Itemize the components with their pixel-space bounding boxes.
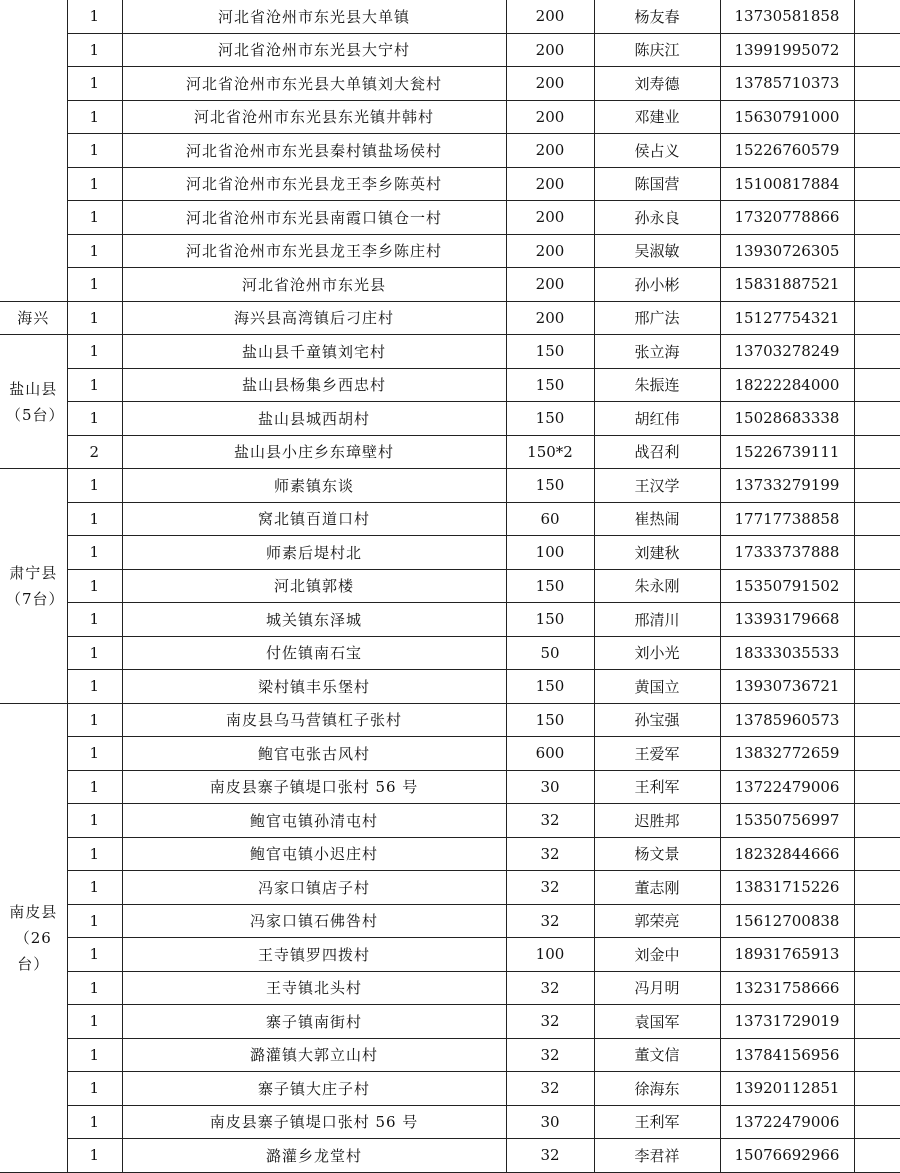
phone-cell: 13231758666 bbox=[720, 971, 854, 1005]
quantity-cell: 1 bbox=[67, 100, 122, 134]
address-cell: 河北省沧州市东光县南霞口镇仓一村 bbox=[122, 201, 506, 235]
remarks-cell bbox=[854, 737, 900, 771]
contact-name-cell: 邢清川 bbox=[594, 603, 720, 637]
quantity-cell: 1 bbox=[67, 603, 122, 637]
phone-cell: 17717738858 bbox=[720, 502, 854, 536]
address-cell: 河北省沧州市东光县大宁村 bbox=[122, 33, 506, 67]
quantity-cell: 1 bbox=[67, 33, 122, 67]
contact-name-cell: 袁国军 bbox=[594, 1005, 720, 1039]
contact-name-cell: 刘寿德 bbox=[594, 67, 720, 101]
remarks-cell bbox=[854, 938, 900, 972]
capacity-cell: 32 bbox=[506, 804, 594, 838]
table-row bbox=[0, 301, 900, 335]
table-row bbox=[0, 971, 900, 1005]
capacity-cell: 150 bbox=[506, 603, 594, 637]
phone-cell: 13722479006 bbox=[720, 770, 854, 804]
phone-cell: 13722479006 bbox=[720, 1105, 854, 1139]
remarks-cell bbox=[854, 1072, 900, 1106]
table-row bbox=[0, 1105, 900, 1139]
quantity-cell: 1 bbox=[67, 201, 122, 235]
quantity-cell: 1 bbox=[67, 737, 122, 771]
table-row bbox=[0, 871, 900, 905]
contact-name-cell: 黄国立 bbox=[594, 670, 720, 704]
address-cell: 河北省沧州市东光县秦村镇盐场侯村 bbox=[122, 134, 506, 168]
capacity-cell: 200 bbox=[506, 33, 594, 67]
contact-name-cell: 朱振连 bbox=[594, 368, 720, 402]
region-cell: 肃宁县（7台） bbox=[0, 469, 67, 704]
quantity-cell: 1 bbox=[67, 1038, 122, 1072]
contact-name-cell: 刘建秋 bbox=[594, 536, 720, 570]
remarks-cell bbox=[854, 703, 900, 737]
capacity-cell: 32 bbox=[506, 1139, 594, 1173]
capacity-cell: 150 bbox=[506, 703, 594, 737]
phone-cell: 15226760579 bbox=[720, 134, 854, 168]
address-cell: 鲍官屯镇孙清屯村 bbox=[122, 804, 506, 838]
table-row bbox=[0, 837, 900, 871]
contact-name-cell: 战召利 bbox=[594, 435, 720, 469]
quantity-cell: 1 bbox=[67, 134, 122, 168]
capacity-cell: 200 bbox=[506, 134, 594, 168]
table-row bbox=[0, 770, 900, 804]
remarks-cell bbox=[854, 804, 900, 838]
remarks-cell bbox=[854, 536, 900, 570]
quantity-cell: 1 bbox=[67, 0, 122, 33]
quantity-cell: 1 bbox=[67, 837, 122, 871]
table-row bbox=[0, 335, 900, 369]
capacity-cell: 150 bbox=[506, 469, 594, 503]
remarks-cell bbox=[854, 402, 900, 436]
table-row bbox=[0, 904, 900, 938]
address-cell: 潞灌乡龙堂村 bbox=[122, 1139, 506, 1173]
address-cell: 河北省沧州市东光县东光镇井韩村 bbox=[122, 100, 506, 134]
remarks-cell bbox=[854, 871, 900, 905]
table-row bbox=[0, 737, 900, 771]
address-cell: 鲍官屯镇小迟庄村 bbox=[122, 837, 506, 871]
phone-cell: 18222284000 bbox=[720, 368, 854, 402]
quantity-cell: 1 bbox=[67, 871, 122, 905]
phone-cell: 15076692966 bbox=[720, 1139, 854, 1173]
capacity-cell: 30 bbox=[506, 770, 594, 804]
remarks-cell bbox=[854, 1105, 900, 1139]
table-row bbox=[0, 536, 900, 570]
remarks-cell bbox=[854, 1005, 900, 1039]
address-cell: 寨子镇大庄子村 bbox=[122, 1072, 506, 1106]
address-cell: 王寺镇北头村 bbox=[122, 971, 506, 1005]
remarks-cell bbox=[854, 234, 900, 268]
table-row bbox=[0, 33, 900, 67]
contact-name-cell: 孙小彬 bbox=[594, 268, 720, 302]
capacity-cell: 200 bbox=[506, 234, 594, 268]
contact-name-cell: 刘小光 bbox=[594, 636, 720, 670]
address-cell: 河北镇郭楼 bbox=[122, 569, 506, 603]
capacity-cell: 32 bbox=[506, 1072, 594, 1106]
quantity-cell: 1 bbox=[67, 368, 122, 402]
quantity-cell: 1 bbox=[67, 1105, 122, 1139]
contact-name-cell: 崔热闹 bbox=[594, 502, 720, 536]
quantity-cell: 1 bbox=[67, 301, 122, 335]
table-row bbox=[0, 603, 900, 637]
quantity-cell: 2 bbox=[67, 435, 122, 469]
remarks-cell bbox=[854, 134, 900, 168]
remarks-cell bbox=[854, 67, 900, 101]
contact-name-cell: 孙永良 bbox=[594, 201, 720, 235]
capacity-cell: 32 bbox=[506, 871, 594, 905]
remarks-cell bbox=[854, 636, 900, 670]
remarks-cell bbox=[854, 603, 900, 637]
table-row bbox=[0, 268, 900, 302]
phone-cell: 13733279199 bbox=[720, 469, 854, 503]
remarks-cell bbox=[854, 569, 900, 603]
phone-cell: 18232844666 bbox=[720, 837, 854, 871]
remarks-cell bbox=[854, 335, 900, 369]
address-cell: 冯家口镇石佛咎村 bbox=[122, 904, 506, 938]
address-cell: 窝北镇百道口村 bbox=[122, 502, 506, 536]
remarks-cell bbox=[854, 33, 900, 67]
table-row bbox=[0, 167, 900, 201]
address-cell: 鲍官屯张古风村 bbox=[122, 737, 506, 771]
quantity-cell: 1 bbox=[67, 670, 122, 704]
capacity-cell: 50 bbox=[506, 636, 594, 670]
address-cell: 师素镇东谈 bbox=[122, 469, 506, 503]
quantity-cell: 1 bbox=[67, 636, 122, 670]
quantity-cell: 1 bbox=[67, 1139, 122, 1173]
contact-name-cell: 冯月明 bbox=[594, 971, 720, 1005]
phone-cell: 13785710373 bbox=[720, 67, 854, 101]
capacity-cell: 200 bbox=[506, 301, 594, 335]
contact-name-cell: 李君祥 bbox=[594, 1139, 720, 1173]
capacity-cell: 150 bbox=[506, 670, 594, 704]
table-row bbox=[0, 368, 900, 402]
contact-name-cell: 王利军 bbox=[594, 770, 720, 804]
quantity-cell: 1 bbox=[67, 770, 122, 804]
quantity-cell: 1 bbox=[67, 268, 122, 302]
address-cell: 南皮县寨子镇堤口张村 56 号 bbox=[122, 770, 506, 804]
phone-cell: 13832772659 bbox=[720, 737, 854, 771]
phone-cell: 13784156956 bbox=[720, 1038, 854, 1072]
quantity-cell: 1 bbox=[67, 971, 122, 1005]
quantity-cell: 1 bbox=[67, 502, 122, 536]
contact-name-cell: 郭荣亮 bbox=[594, 904, 720, 938]
address-cell: 盐山县城西胡村 bbox=[122, 402, 506, 436]
quantity-cell: 1 bbox=[67, 569, 122, 603]
phone-cell: 13991995072 bbox=[720, 33, 854, 67]
phone-cell: 13703278249 bbox=[720, 335, 854, 369]
phone-cell: 13930726305 bbox=[720, 234, 854, 268]
address-cell: 河北省沧州市东光县 bbox=[122, 268, 506, 302]
table-row bbox=[0, 1005, 900, 1039]
contact-name-cell: 张立海 bbox=[594, 335, 720, 369]
capacity-cell: 32 bbox=[506, 904, 594, 938]
capacity-cell: 150 bbox=[506, 368, 594, 402]
phone-cell: 15350791502 bbox=[720, 569, 854, 603]
quantity-cell: 1 bbox=[67, 804, 122, 838]
table-row bbox=[0, 234, 900, 268]
address-cell: 付佐镇南石宝 bbox=[122, 636, 506, 670]
contact-name-cell: 徐海东 bbox=[594, 1072, 720, 1106]
phone-cell: 17320778866 bbox=[720, 201, 854, 235]
address-cell: 盐山县杨集乡西忠村 bbox=[122, 368, 506, 402]
phone-cell: 13730581858 bbox=[720, 0, 854, 33]
address-cell: 南皮县乌马营镇杠子张村 bbox=[122, 703, 506, 737]
remarks-cell bbox=[854, 167, 900, 201]
table-row bbox=[0, 670, 900, 704]
contact-name-cell: 董文信 bbox=[594, 1038, 720, 1072]
region-cell: 盐山县（5台） bbox=[0, 335, 67, 469]
capacity-cell: 32 bbox=[506, 1005, 594, 1039]
table-row bbox=[0, 0, 900, 33]
capacity-cell: 100 bbox=[506, 938, 594, 972]
capacity-cell: 100 bbox=[506, 536, 594, 570]
phone-cell: 13393179668 bbox=[720, 603, 854, 637]
contact-name-cell: 陈国营 bbox=[594, 167, 720, 201]
remarks-cell bbox=[854, 0, 900, 33]
table-row bbox=[0, 469, 900, 503]
table-row bbox=[0, 938, 900, 972]
quantity-cell: 1 bbox=[67, 1072, 122, 1106]
contact-name-cell: 吴淑敏 bbox=[594, 234, 720, 268]
address-cell: 城关镇东泽城 bbox=[122, 603, 506, 637]
remarks-cell bbox=[854, 435, 900, 469]
quantity-cell: 1 bbox=[67, 234, 122, 268]
address-cell: 潞灌镇大郭立山村 bbox=[122, 1038, 506, 1072]
contact-name-cell: 杨文景 bbox=[594, 837, 720, 871]
contact-name-cell: 杨友春 bbox=[594, 0, 720, 33]
contact-name-cell: 邢广法 bbox=[594, 301, 720, 335]
contact-name-cell: 董志刚 bbox=[594, 871, 720, 905]
contact-name-cell: 迟胜邦 bbox=[594, 804, 720, 838]
address-cell: 王寺镇罗四拨村 bbox=[122, 938, 506, 972]
table-row bbox=[0, 201, 900, 235]
phone-cell: 15127754321 bbox=[720, 301, 854, 335]
capacity-cell: 200 bbox=[506, 67, 594, 101]
phone-cell: 13920112851 bbox=[720, 1072, 854, 1106]
contact-name-cell: 王爱军 bbox=[594, 737, 720, 771]
contact-name-cell: 王利军 bbox=[594, 1105, 720, 1139]
remarks-cell bbox=[854, 301, 900, 335]
table-row bbox=[0, 502, 900, 536]
quantity-cell: 1 bbox=[67, 402, 122, 436]
capacity-cell: 32 bbox=[506, 837, 594, 871]
address-cell: 梁村镇丰乐堡村 bbox=[122, 670, 506, 704]
phone-cell: 15028683338 bbox=[720, 402, 854, 436]
table-row bbox=[0, 100, 900, 134]
remarks-cell bbox=[854, 502, 900, 536]
remarks-cell bbox=[854, 904, 900, 938]
capacity-cell: 150*2 bbox=[506, 435, 594, 469]
capacity-cell: 60 bbox=[506, 502, 594, 536]
address-cell: 河北省沧州市东光县龙王李乡陈庄村 bbox=[122, 234, 506, 268]
capacity-cell: 200 bbox=[506, 167, 594, 201]
region-cell: 南皮县（26台） bbox=[0, 703, 67, 1172]
address-cell: 冯家口镇店子村 bbox=[122, 871, 506, 905]
phone-cell: 18333035533 bbox=[720, 636, 854, 670]
region-cell: 海兴 bbox=[0, 301, 67, 335]
contact-name-cell: 胡红伟 bbox=[594, 402, 720, 436]
table-row bbox=[0, 804, 900, 838]
remarks-cell bbox=[854, 201, 900, 235]
table-row bbox=[0, 435, 900, 469]
address-cell: 盐山县小庄乡东璋壁村 bbox=[122, 435, 506, 469]
contact-name-cell: 陈庆江 bbox=[594, 33, 720, 67]
table-row bbox=[0, 1139, 900, 1173]
table-row bbox=[0, 1072, 900, 1106]
phone-cell: 17333737888 bbox=[720, 536, 854, 570]
phone-cell: 15831887521 bbox=[720, 268, 854, 302]
quantity-cell: 1 bbox=[67, 67, 122, 101]
phone-cell: 15100817884 bbox=[720, 167, 854, 201]
phone-cell: 15226739111 bbox=[720, 435, 854, 469]
quantity-cell: 1 bbox=[67, 536, 122, 570]
phone-cell: 13930736721 bbox=[720, 670, 854, 704]
phone-cell: 13831715226 bbox=[720, 871, 854, 905]
capacity-cell: 32 bbox=[506, 1038, 594, 1072]
address-cell: 盐山县千童镇刘宅村 bbox=[122, 335, 506, 369]
capacity-cell: 200 bbox=[506, 0, 594, 33]
table-row bbox=[0, 569, 900, 603]
remarks-cell bbox=[854, 268, 900, 302]
table-row bbox=[0, 134, 900, 168]
quantity-cell: 1 bbox=[67, 904, 122, 938]
phone-cell: 13785960573 bbox=[720, 703, 854, 737]
quantity-cell: 1 bbox=[67, 703, 122, 737]
contact-name-cell: 邓建业 bbox=[594, 100, 720, 134]
phone-cell: 13731729019 bbox=[720, 1005, 854, 1039]
table-row bbox=[0, 67, 900, 101]
contact-name-cell: 孙宝强 bbox=[594, 703, 720, 737]
address-cell: 南皮县寨子镇堤口张村 56 号 bbox=[122, 1105, 506, 1139]
capacity-cell: 150 bbox=[506, 335, 594, 369]
phone-cell: 15630791000 bbox=[720, 100, 854, 134]
quantity-cell: 1 bbox=[67, 938, 122, 972]
phone-cell: 18931765913 bbox=[720, 938, 854, 972]
remarks-cell bbox=[854, 670, 900, 704]
remarks-cell bbox=[854, 469, 900, 503]
contact-name-cell: 刘金中 bbox=[594, 938, 720, 972]
address-cell: 师素后堤村北 bbox=[122, 536, 506, 570]
capacity-cell: 200 bbox=[506, 201, 594, 235]
contact-name-cell: 王汉学 bbox=[594, 469, 720, 503]
address-cell: 海兴县高湾镇后刁庄村 bbox=[122, 301, 506, 335]
phone-cell: 15612700838 bbox=[720, 904, 854, 938]
region-cell bbox=[0, 0, 67, 301]
capacity-cell: 150 bbox=[506, 569, 594, 603]
table-row bbox=[0, 703, 900, 737]
remarks-cell bbox=[854, 1139, 900, 1173]
quantity-cell: 1 bbox=[67, 469, 122, 503]
address-cell: 河北省沧州市东光县大单镇刘大瓮村 bbox=[122, 67, 506, 101]
remarks-cell bbox=[854, 1038, 900, 1072]
contact-name-cell: 朱永刚 bbox=[594, 569, 720, 603]
address-cell: 寨子镇南街村 bbox=[122, 1005, 506, 1039]
capacity-cell: 30 bbox=[506, 1105, 594, 1139]
phone-cell: 15350756997 bbox=[720, 804, 854, 838]
remarks-cell bbox=[854, 770, 900, 804]
capacity-cell: 200 bbox=[506, 268, 594, 302]
quantity-cell: 1 bbox=[67, 335, 122, 369]
remarks-cell bbox=[854, 837, 900, 871]
remarks-cell bbox=[854, 100, 900, 134]
capacity-cell: 600 bbox=[506, 737, 594, 771]
table-row bbox=[0, 636, 900, 670]
contact-name-cell: 侯占义 bbox=[594, 134, 720, 168]
remarks-cell bbox=[854, 368, 900, 402]
capacity-cell: 32 bbox=[506, 971, 594, 1005]
remarks-cell bbox=[854, 971, 900, 1005]
address-cell: 河北省沧州市东光县龙王李乡陈英村 bbox=[122, 167, 506, 201]
table-row bbox=[0, 1038, 900, 1072]
quantity-cell: 1 bbox=[67, 167, 122, 201]
capacity-cell: 200 bbox=[506, 100, 594, 134]
quantity-cell: 1 bbox=[67, 1005, 122, 1039]
address-cell: 河北省沧州市东光县大单镇 bbox=[122, 0, 506, 33]
table-row bbox=[0, 402, 900, 436]
capacity-cell: 150 bbox=[506, 402, 594, 436]
